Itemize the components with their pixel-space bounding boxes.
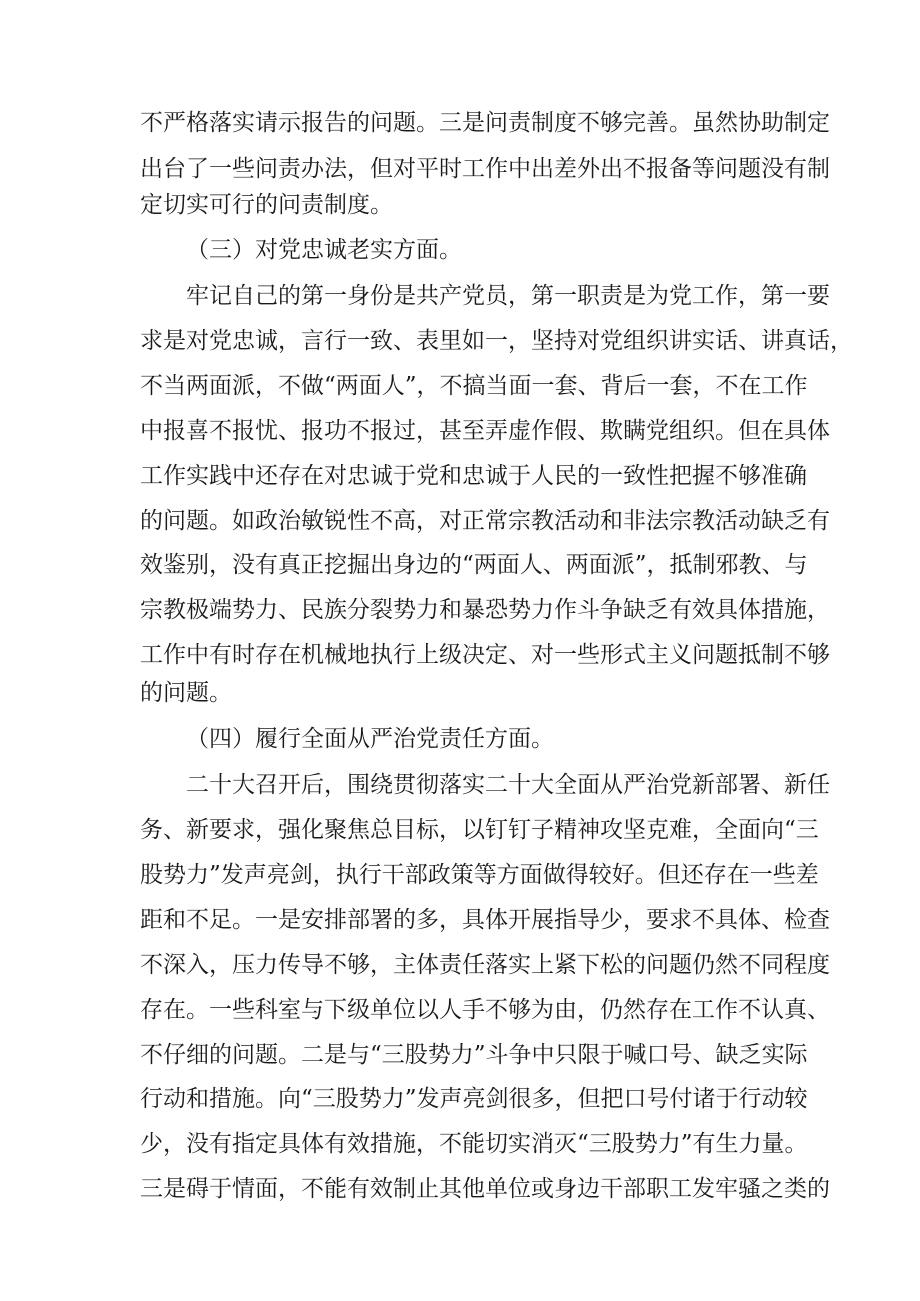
section-heading-4: （四）履行全面从严治党责任方面。: [186, 726, 554, 752]
paragraph-line: 效鉴别，没有真正挖掘出身边的“两面人、两面派”，抵制邪教、与: [140, 552, 808, 578]
paragraph-line: 存在。一些科室与下级单位以人手不够为由，仍然存在工作不认真、: [140, 997, 830, 1023]
section-heading-3: （三）对党忠诚老实方面。: [186, 237, 462, 263]
paragraph-line: 中报喜不报忧、报功不报过，甚至弄虚作假、欺瞒党组织。但在具体: [140, 418, 830, 444]
paragraph-line: 不深入，压力传导不够，主体责任落实上紧下松的问题仍然不同程度: [140, 952, 830, 978]
paragraph-line: 定切实可行的问责制度。: [140, 192, 393, 218]
paragraph-line: 的问题。如政治敏锐性不高，对正常宗教活动和非法宗教活动缺乏有: [140, 508, 830, 534]
paragraph-line: 宗教极端势力、民族分裂势力和暴恐势力作斗争缺乏有效具体措施，: [140, 597, 830, 623]
paragraph-line: 行动和措施。向“三股势力”发声亮剑很多，但把口号付诸于行动较: [140, 1086, 808, 1112]
paragraph-line: 出台了一些问责办法，但对平时工作中出差外出不报备等问题没有制: [140, 156, 830, 182]
paragraph-line: 不当两面派，不做“两面人”，不搞当面一套、背后一套，不在工作: [140, 373, 808, 399]
paragraph-line: 牢记自己的第一身份是共产党员，第一职责是为党工作，第一要: [186, 283, 830, 309]
paragraph-line: 求是对党忠诚，言行一致、表里如一，坚持对党组织讲实话、讲真话，: [140, 328, 853, 354]
paragraph-line: 不仔细的问题。二是与“三股势力”斗争中只限于喊口号、缺乏实际: [140, 1042, 808, 1068]
paragraph-line: 少，没有指定具体有效措施，不能切实消灭“三股势力”有生力量。: [140, 1131, 808, 1157]
paragraph-line: 的问题。: [140, 680, 232, 706]
paragraph-line: 不严格落实请示报告的问题。三是问责制度不够完善。虽然协助制定: [140, 110, 830, 136]
paragraph-line: 务、新要求，强化聚焦总目标，以钉钉子精神攻坚克难，全面向“三: [140, 817, 819, 843]
paragraph-line: 股势力”发声亮剑，执行干部政策等方面做得较好。但还存在一些差: [140, 862, 819, 888]
paragraph-line: 二十大召开后，围绕贯彻落实二十大全面从严治党新部署、新任: [186, 772, 830, 798]
paragraph-line: 工作中有时存在机械地执行上级决定、对一些形式主义问题抵制不够: [140, 642, 830, 668]
paragraph-line: 距和不足。一是安排部署的多，具体开展指导少，要求不具体、检查: [140, 907, 830, 933]
paragraph-line: 三是碍于情面，不能有效制止其他单位或身边干部职工发牢骚之类的: [140, 1176, 830, 1202]
paragraph-line: 工作实践中还存在对忠诚于党和忠诚于人民的一致性把握不够准确: [140, 463, 807, 489]
